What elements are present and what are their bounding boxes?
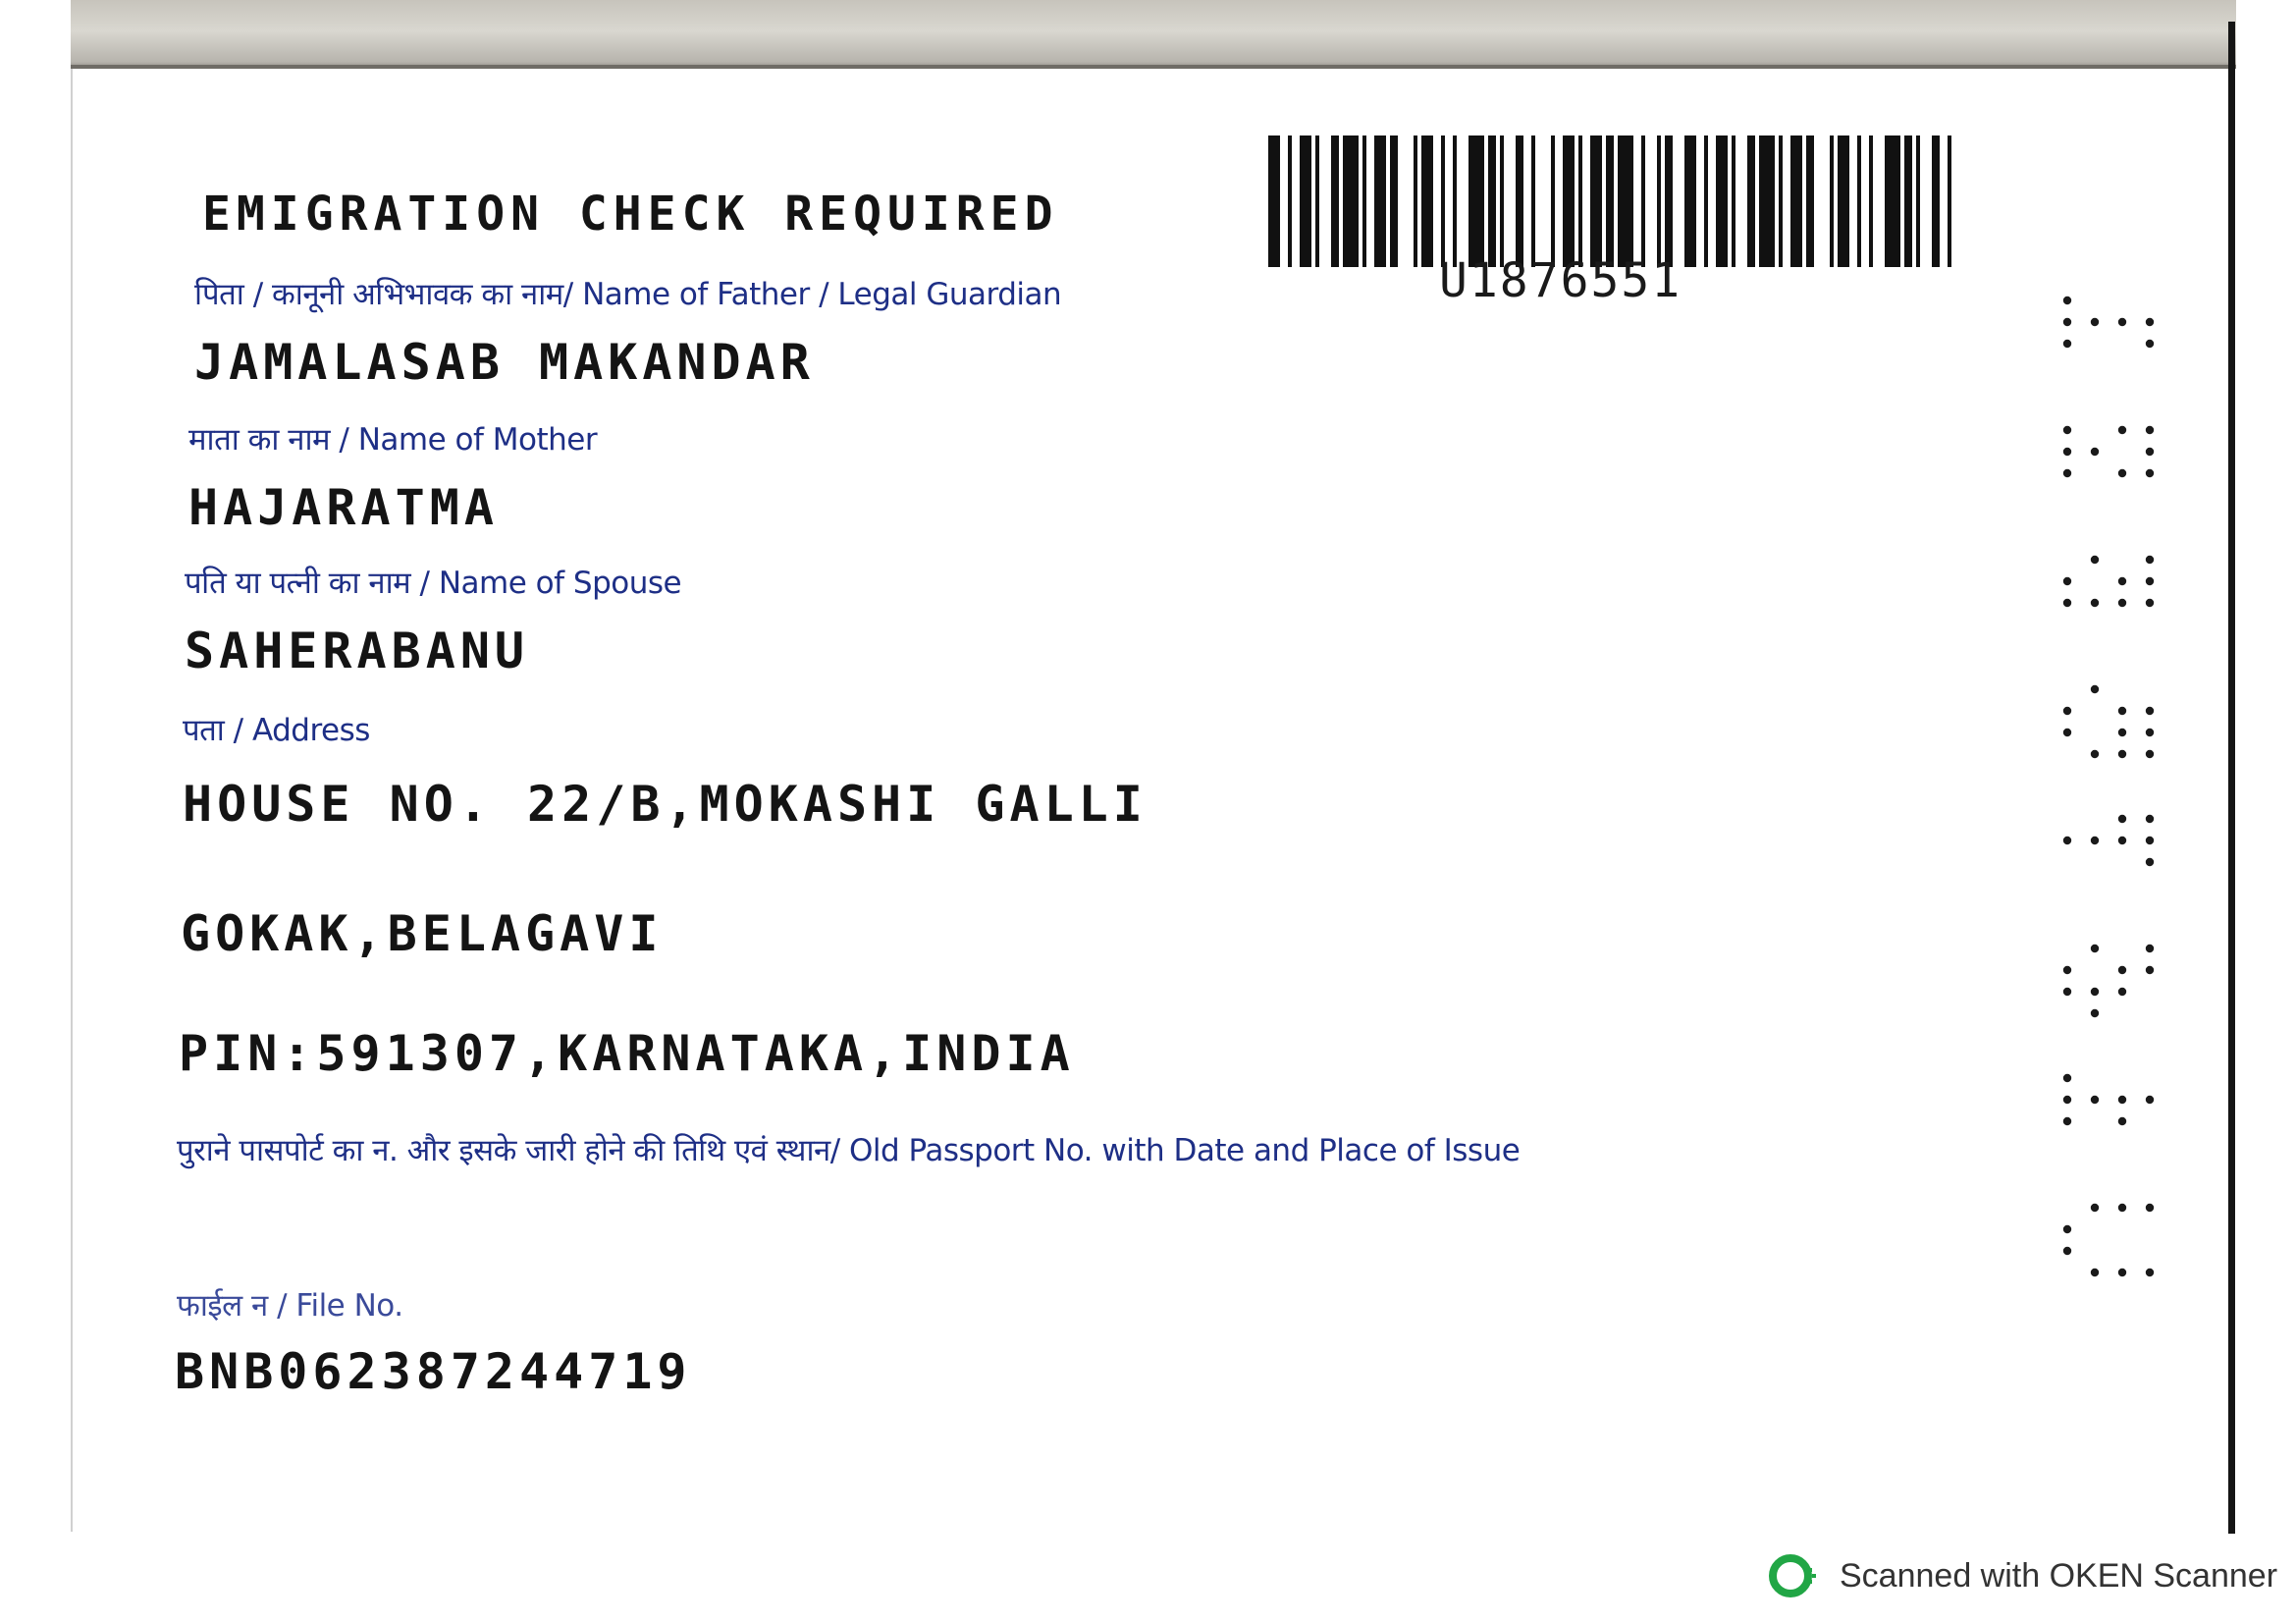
perforation-dot [2146, 729, 2154, 736]
perforation-dot [2118, 837, 2126, 844]
perforation-dot [2118, 1269, 2126, 1276]
barcode-bar [1315, 135, 1319, 267]
perforation-dot [2118, 318, 2126, 326]
perforation-dot [2063, 1074, 2071, 1082]
barcode-bar [1684, 135, 1696, 267]
barcode-bar [1606, 135, 1614, 267]
barcode-bar [1732, 135, 1735, 267]
perforation-dot [2063, 1247, 2071, 1255]
perforation-dot [2146, 707, 2154, 715]
perforation-dot [2063, 448, 2071, 456]
perforation-dot [2118, 599, 2126, 607]
perforation-dot [2146, 815, 2154, 823]
perforation-dot [2063, 837, 2071, 844]
perforation-dot [2063, 988, 2071, 996]
barcode-bar [1488, 135, 1496, 267]
spouse-label: पति या पत्नी का नाम / Name of Spouse [185, 566, 682, 601]
perforation-dot [2146, 966, 2154, 974]
perforation-dot [2146, 945, 2154, 952]
father-label: पिता / कानूनी अभिभावक का नाम/ Name of Father / Legal Guardian [194, 277, 1062, 312]
perforation-dot [2118, 707, 2126, 715]
barcode-bar [1790, 135, 1802, 267]
perforation-dot [2118, 815, 2126, 823]
perforation-dot [2091, 556, 2099, 564]
perforation-dot [2146, 1096, 2154, 1104]
file-no-label: फाईल न / File No. [177, 1288, 403, 1324]
barcode-bar [1779, 135, 1783, 267]
barcode-bar [1641, 135, 1645, 267]
perforation-dot [2146, 577, 2154, 585]
barcode-bar [1932, 135, 1940, 267]
emigration-status: EMIGRATION CHECK REQUIRED [202, 187, 1059, 242]
barcode-bar [1857, 135, 1861, 267]
page-right-edge [2228, 22, 2235, 1534]
perforation-dot [2091, 1009, 2099, 1017]
barcode-bar [1500, 135, 1504, 267]
barcode-bar [1362, 135, 1366, 267]
barcode-bar [1421, 135, 1433, 267]
perforation-dot [2118, 750, 2126, 758]
barcode-bar [1288, 135, 1292, 267]
perforated-passport-number [2032, 295, 2179, 1335]
perforation-dot [2146, 599, 2154, 607]
barcode-bar [1331, 135, 1339, 267]
perforation-dot [2063, 1117, 2071, 1125]
barcode-number: U1876551 [1439, 253, 1682, 308]
barcode-bar [1516, 135, 1523, 267]
old-passport-label: पुराने पासपोर्ट का न. और इसके जारी होने की तिथि एवं स्थान/ Old Passport No. with Date and Place of Issue [177, 1133, 1521, 1168]
barcode-bar [1441, 135, 1445, 267]
barcode-bar [1590, 135, 1602, 267]
perforation-dot [2091, 685, 2099, 693]
barcode [1268, 135, 1955, 267]
perforation-dot [2091, 448, 2099, 456]
perforation-dot [2146, 318, 2154, 326]
barcode-bar [1414, 135, 1417, 267]
passport-cover-edge [71, 0, 2236, 69]
perforation-dot [2063, 340, 2071, 348]
perforation-dot [2146, 448, 2154, 456]
perforation-dot [2146, 340, 2154, 348]
perforation-dot [2063, 599, 2071, 607]
barcode-bar [1563, 135, 1575, 267]
barcode-bar [1618, 135, 1633, 267]
address-label: पता / Address [183, 713, 370, 748]
perforation-dot [2063, 1096, 2071, 1104]
perforation-dot [2063, 966, 2071, 974]
barcode-bar [1916, 135, 1920, 267]
barcode-bar [1806, 135, 1814, 267]
father-name: JAMALASAB MAKANDAR [194, 334, 815, 391]
perforation-dot [2063, 469, 2071, 477]
perforation-dot [2118, 966, 2126, 974]
barcode-bar [1904, 135, 1912, 267]
perforation-dot [2091, 837, 2099, 844]
perforation-dot [2146, 469, 2154, 477]
barcode-bar [1716, 135, 1728, 267]
barcode-bar [1343, 135, 1359, 267]
perforation-dot [2063, 1225, 2071, 1233]
perforation-dot [2146, 837, 2154, 844]
barcode-bar [1551, 135, 1555, 267]
mother-name: HAJARATMA [188, 479, 499, 536]
barcode-bar [1948, 135, 1951, 267]
barcode-bar [1759, 135, 1775, 267]
barcode-bar [1830, 135, 1834, 267]
address-line-2: GOKAK,BELAGAVI [181, 905, 664, 962]
perforation-dot [2118, 729, 2126, 736]
perforation-dot [2063, 426, 2071, 434]
perforation-dot [2146, 426, 2154, 434]
perforation-dot [2118, 469, 2126, 477]
perforation-dot [2118, 426, 2126, 434]
barcode-bar [1747, 135, 1755, 267]
barcode-bar [1838, 135, 1849, 267]
barcode-bar [1531, 135, 1535, 267]
perforation-dot [2146, 556, 2154, 564]
barcode-bar [1665, 135, 1673, 267]
perforation-dot [2063, 729, 2071, 736]
perforation-dot [2091, 988, 2099, 996]
barcode-bar [1390, 135, 1398, 267]
barcode-bar [1268, 135, 1280, 267]
barcode-bar [1453, 135, 1457, 267]
mother-label: माता का नाम / Name of Mother [188, 422, 598, 458]
perforation-dot [2091, 1096, 2099, 1104]
barcode-bar [1374, 135, 1386, 267]
barcode-bar [1578, 135, 1582, 267]
perforation-dot [2091, 318, 2099, 326]
perforation-dot [2118, 1117, 2126, 1125]
barcode-bar [1300, 135, 1311, 267]
perforation-dot [2091, 599, 2099, 607]
perforation-dot [2063, 577, 2071, 585]
perforation-dot [2146, 1269, 2154, 1276]
perforation-dot [2091, 1204, 2099, 1212]
perforation-dot [2118, 1096, 2126, 1104]
perforation-dot [2063, 707, 2071, 715]
perforation-dot [2091, 750, 2099, 758]
file-number: BNB062387244719 [175, 1343, 692, 1400]
perforation-dot [2091, 1269, 2099, 1276]
address-line-1: HOUSE NO. 22/B,MOKASHI GALLI [183, 776, 1148, 833]
address-line-3: PIN:591307,KARNATAKA,INDIA [179, 1025, 1075, 1082]
perforation-dot [2063, 297, 2071, 304]
barcode-bar [1885, 135, 1900, 267]
oken-scanner-logo-icon [1767, 1546, 1826, 1605]
barcode-bar [1657, 135, 1661, 267]
scanner-watermark [1767, 1544, 2277, 1607]
perforation-dot [2118, 1204, 2126, 1212]
perforation-dot [2063, 318, 2071, 326]
barcode-bar [1704, 135, 1708, 267]
scanner-watermark-text: Scanned with OKEN Scanner [1840, 1556, 2278, 1595]
barcode-bar [1869, 135, 1873, 267]
barcode-bar [1468, 135, 1484, 267]
spouse-name: SAHERABANU [185, 622, 530, 679]
perforation-dot [2091, 945, 2099, 952]
perforation-dot [2146, 750, 2154, 758]
perforation-dot [2118, 577, 2126, 585]
perforation-dot [2146, 1204, 2154, 1212]
perforation-dot [2118, 988, 2126, 996]
perforation-dot [2146, 858, 2154, 866]
